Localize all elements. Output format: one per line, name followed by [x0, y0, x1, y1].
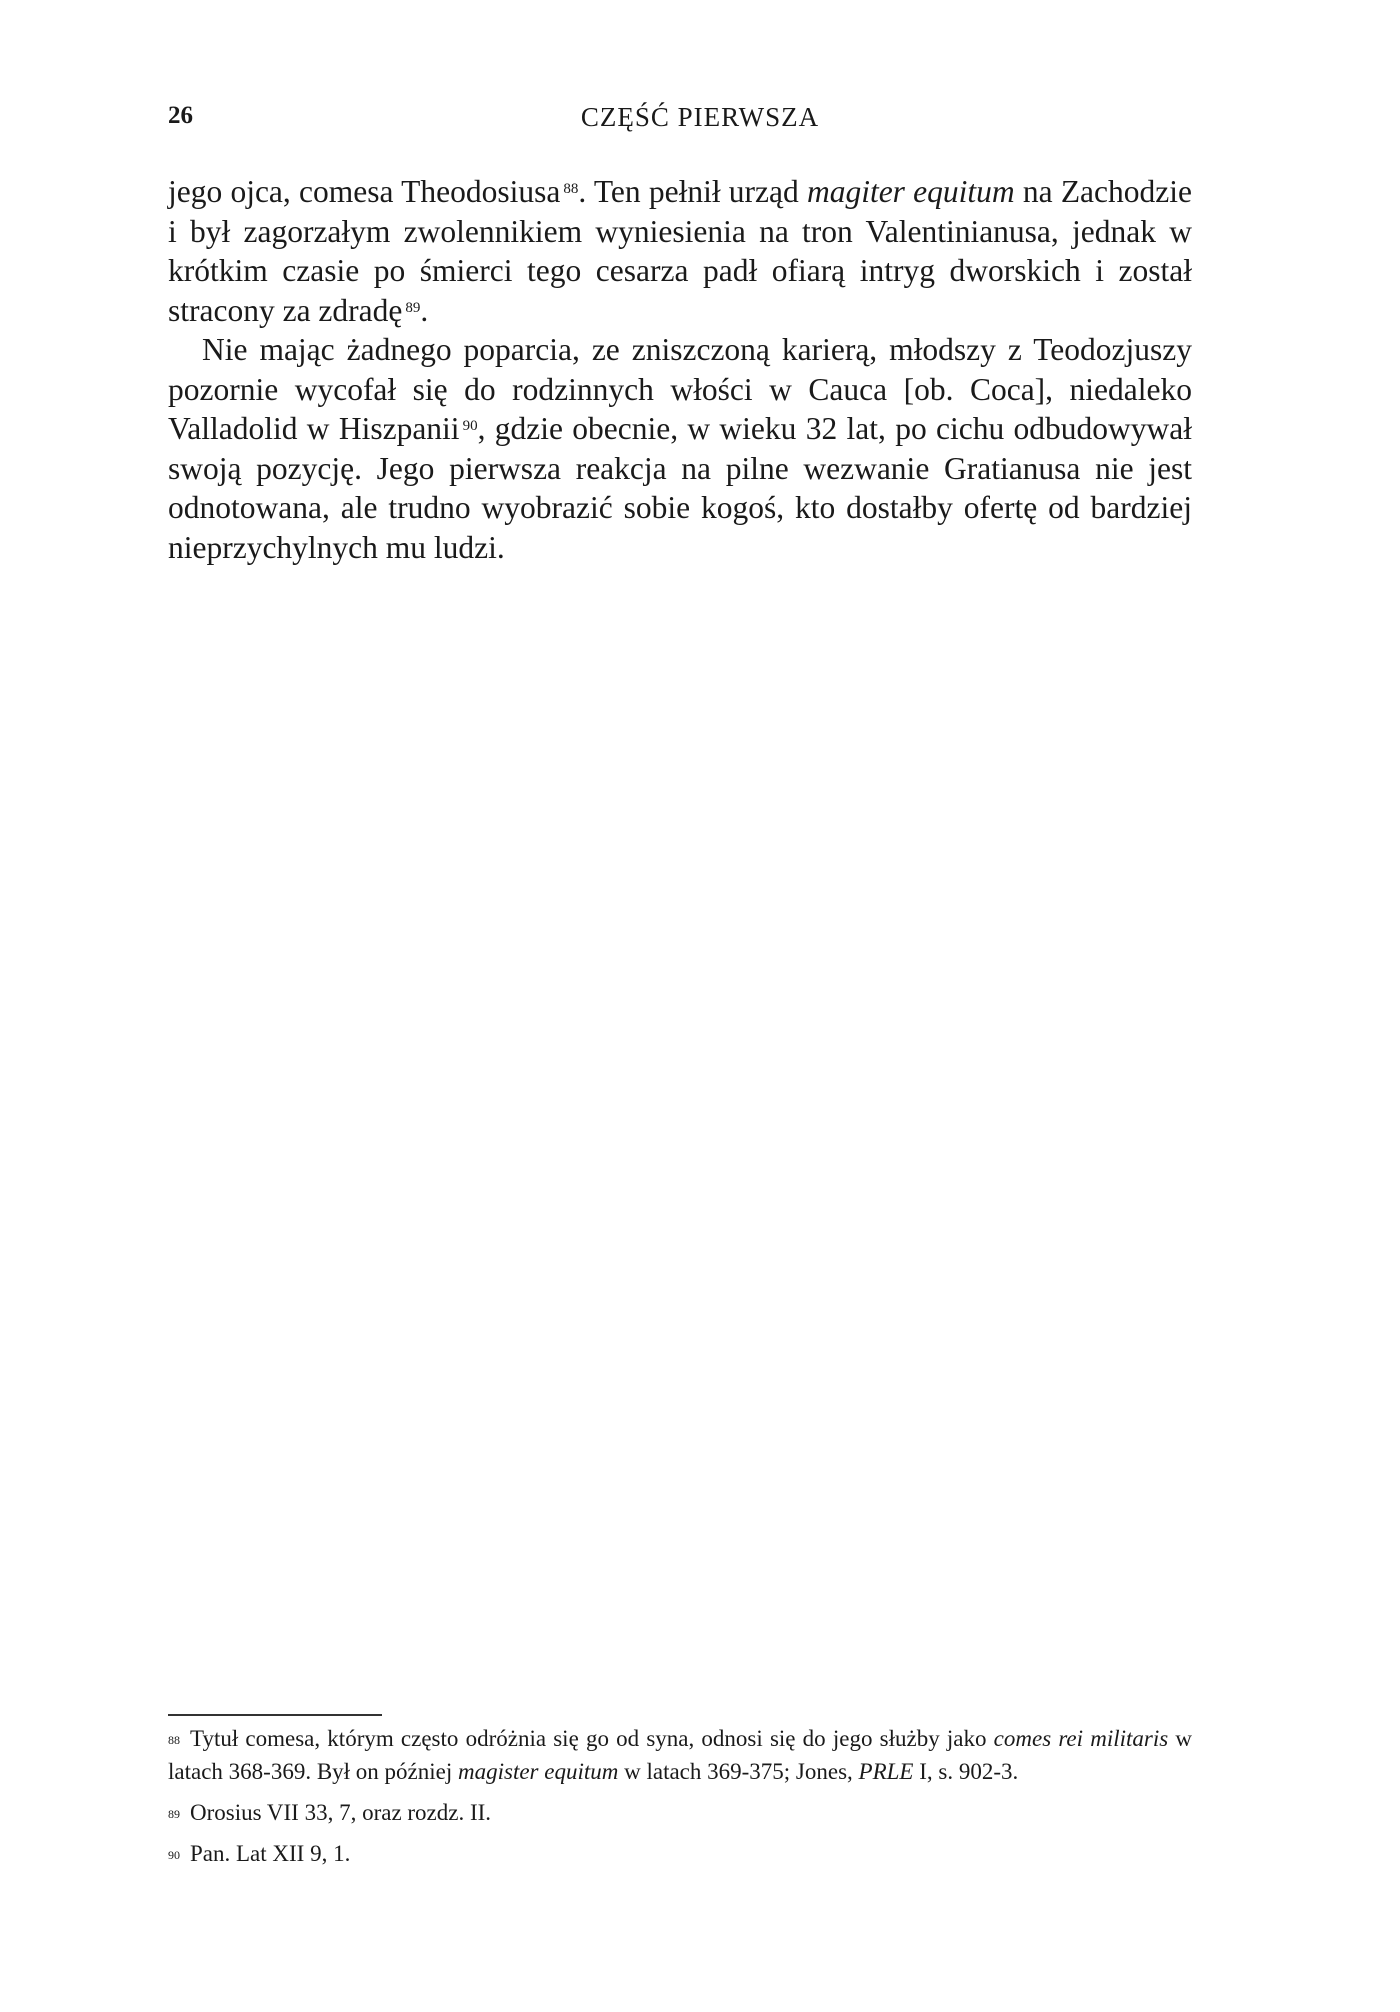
footnote-88-italic-2: magister equitum — [458, 1759, 619, 1784]
footnote-separator — [168, 1714, 382, 1716]
footnote-ref-89[interactable]: 89 — [405, 299, 421, 316]
footnote-ref-88[interactable]: 88 — [563, 181, 579, 197]
paragraph-1-text-1: jego ojca, comesa Theodosiusa — [168, 174, 561, 209]
footnote-88-text-4: I, s. 902-3. — [913, 1759, 1019, 1784]
footnote-89-number: 89 — [168, 1807, 180, 1821]
footnote-ref-90[interactable]: 90 — [462, 418, 478, 434]
footnote-88-text-3: w latach 369-375; Jones, — [618, 1759, 859, 1784]
footnote-90 — [168, 1837, 1192, 1870]
footnote-88-italic-1: comes rei militaris — [993, 1726, 1169, 1751]
footnote-88 — [168, 1722, 1192, 1788]
footnote-88-number: 88 — [168, 1733, 180, 1747]
footnote-88-italic-3: PRLE — [858, 1759, 914, 1784]
paragraph-2-text-1: Nie mając żadnego poparcia, ze zniszczoną karierą, młodszy z Teodozjuszy pozornie wycofał się do rodzinnych włości w Cauca [ob. Coca], niedaleko Valladolid w Hiszpanii — [168, 332, 1192, 446]
paragraph-1-text-2: . Ten pełnił urząd — [578, 174, 807, 209]
main-text — [168, 172, 1192, 567]
paragraph-1-text-3: na Zachodzie i był zagorzałym zwolennikiem wyniesienia na tron Valentinianusa, jednak w krótkim czasie po śmierci tego cesarza padł ofiarą intryg dworskich i został stracony za zdradę — [168, 174, 1192, 328]
footnote-88-text-1: Tytuł comesa, którym często odróżnia się go od syna, odnosi się do jego służby jako — [190, 1726, 994, 1751]
footnote-89-text: Orosius VII 33, 7, oraz rozdz. II. — [190, 1800, 492, 1825]
footnotes — [168, 1722, 1192, 1878]
paragraph-1 — [168, 172, 1192, 330]
paragraph-2 — [168, 330, 1192, 567]
page-number: 26 — [168, 102, 193, 129]
footnote-90-text: Pan. Lat XII 9, 1. — [190, 1841, 351, 1866]
paragraph-1-italic-term: magiter equitum — [806, 174, 1015, 209]
paragraph-1-text-4: . — [420, 292, 429, 328]
footnote-89 — [168, 1796, 1192, 1829]
running-title: CZĘŚĆ PIERWSZA — [580, 102, 820, 132]
footnote-88-text-2: w latach 368-369. Był on później — [168, 1726, 1192, 1784]
footnote-90-number: 90 — [168, 1848, 180, 1862]
paragraph-2-text-2: , gdzie obecnie, w wieku 32 lat, po cichu odbudowywał swoją pozycję. Jego pierwsza reakcja na pilne wezwanie Gratianusa nie jest odnotowana, ale trudno wyobrazić sobie kogoś, kto dostałby ofertę od bardziej nieprzychylnych mu ludzi. — [168, 411, 1192, 565]
